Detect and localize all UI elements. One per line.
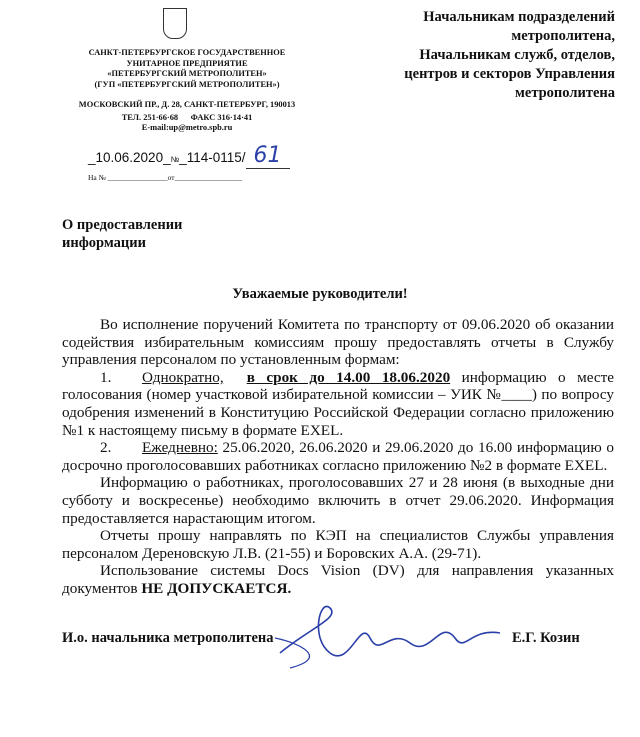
- handwritten-signature: [270, 598, 510, 678]
- emphasis: НЕ ДОПУСКАЕТСЯ.: [141, 579, 292, 597]
- coat-of-arms-logo: [163, 8, 187, 39]
- subject: [62, 216, 182, 252]
- item-lead: Ежедневно:: [142, 439, 218, 457]
- addressee-line: Начальникам подразделений: [423, 9, 615, 25]
- item-text: 25.06.2020, 26.06.2020 и 29.06.2020 до 16.00 информацию о досрочно проголосовавших работниках согласно приложению №2 в формате EXEL.: [62, 439, 614, 474]
- addressee-line: центров и секторов Управления: [404, 66, 615, 82]
- signatory-name: Е.Г. Козин: [512, 630, 580, 646]
- list-item-2: [62, 439, 614, 474]
- greeting: Уважаемые руководители!: [232, 286, 408, 302]
- letter-date: _10.06.2020_: [88, 150, 171, 165]
- org-line: «ПЕТЕРБУРГСКИЙ МЕТРОПОЛИТЕН»: [107, 69, 267, 78]
- signatory-title: И.о. начальника метрополитена: [62, 630, 274, 646]
- addressee: [335, 8, 615, 103]
- number-label: №: [170, 155, 180, 164]
- org-line: (ГУП «ПЕТЕРБУРГСКИЙ МЕТРОПОЛИТЕН»): [94, 79, 280, 89]
- registration-line: [88, 143, 290, 168]
- handwritten-number: 61: [246, 143, 290, 169]
- organization-name: [62, 48, 312, 90]
- org-line: САНКТ-ПЕТЕРБУРГСКОЕ ГОСУДАРСТВЕННОЕ: [88, 48, 286, 57]
- registration-number: _114-0115/: [179, 150, 246, 165]
- org-email: E-mail:up@metro.spb.ru: [141, 123, 233, 132]
- letter-body: [62, 316, 614, 598]
- addressee-line: метрополитена: [515, 85, 615, 101]
- paragraph-text: Использование системы Docs Vision (DV) для направления указанных документов: [62, 562, 614, 597]
- org-line: УНИТАРНОЕ ПРЕДПРИЯТИЕ: [126, 58, 248, 68]
- ref-from: от: [167, 173, 175, 182]
- item-lead: Однократно,: [142, 368, 224, 386]
- list-item-1: [62, 369, 614, 439]
- fax: ФАКС 316·14·41: [190, 113, 253, 122]
- subject-line: информации: [62, 235, 146, 251]
- org-contacts: [62, 113, 312, 124]
- reference-line: На № ________________от__________________: [88, 173, 243, 182]
- addressee-line: метрополитена,: [511, 28, 615, 44]
- paragraph: [62, 562, 614, 597]
- ref-label: На №: [88, 173, 106, 182]
- deadline: в срок до 14.00 18.06.2020: [246, 368, 451, 386]
- item-number: 1.: [100, 368, 112, 386]
- paragraph: Информацию о работниках, проголосовавших 27 и 28 июня (в выходные дни субботу и воскресенье) необходимо включить в отчет 29.06.2020. Информация предоставляется нарастающим итогом.: [62, 474, 614, 527]
- org-address: МОСКОВСКИЙ ПР., Д. 28, САНКТ-ПЕТЕРБУРГ, 190013: [78, 100, 296, 109]
- paragraph: Во исполнение поручений Комитета по транспорту от 09.06.2020 об оказании содействия избирательным комиссиям прошу предоставлять отчеты в Службу управления персоналом по установленным формам:: [62, 316, 614, 369]
- addressee-line: Начальникам служб, отделов,: [419, 47, 615, 63]
- paragraph: Отчеты прошу направлять по КЭП на специалистов Службы управления персоналом Дереновскую Л.В. (21-55) и Боровских А.А. (29-71).: [62, 527, 614, 562]
- item-text: информацию о месте голосования (номер участковой избирательной комиссии – УИК №____) по вопросу одобрения изменений в Конституцию Российской Федерации согласно приложению №1 к настоящему письму в формате EXEL.: [62, 368, 614, 439]
- subject-line: О предоставлении: [62, 217, 183, 233]
- phone: ТЕЛ. 251·66·68: [121, 113, 179, 122]
- item-number: 2.: [100, 439, 112, 457]
